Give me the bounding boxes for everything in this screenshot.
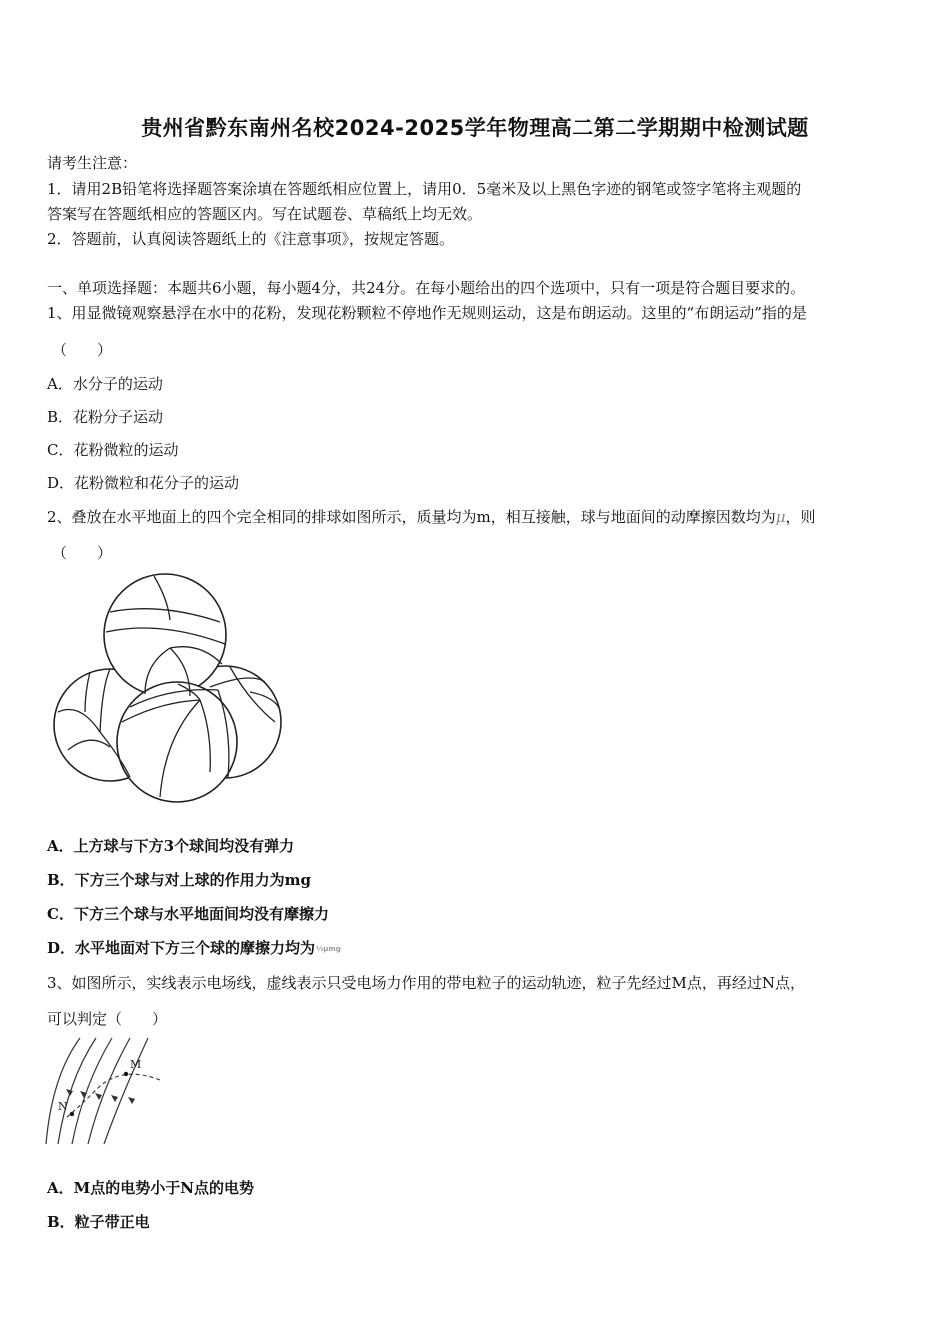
q2-stem: 2、叠放在水平地面上的四个完全相同的排球如图所示，质量均为m，相互接触，球与地面间的动摩擦因数均为 [47,508,776,526]
q2-stem-end: ，则 [785,508,816,526]
q1-option-c: C．花粉微粒的运动 [47,441,179,459]
q3-stem-2: 可以判定（ ） [47,1010,168,1028]
notice-item-1-cont: 答案写在答题纸相应的答题区内。写在试题卷、草稿纸上均无效。 [47,205,483,223]
q1-option-a: A．水分子的运动 [47,375,163,393]
q2-stem-line [47,506,816,527]
q3-option-b: B．粒子带正电 [47,1213,150,1231]
volleyball-top [104,574,226,696]
q3-option-a: A．M点的电势小于N点的电势 [47,1179,254,1197]
electric-field-figure [44,1036,166,1148]
q2-option-b: B．下方三个球与对上球的作用力为mg [47,871,312,889]
point-n [70,1112,74,1116]
field-line [104,1038,148,1144]
label-m: M [130,1058,142,1071]
q2-option-c: C．下方三个球与水平地面间均没有摩擦力 [47,905,329,923]
q2-option-d-line [47,937,341,958]
notice-heading: 请考生注意： [47,154,138,172]
section-heading: 一、单项选择题：本题共6小题，每小题4分，共24分。在每小题给出的四个选项中，只有一项是符合题目要求的。 [47,279,806,297]
volleyball-figure [50,572,286,810]
field-line [46,1038,80,1144]
label-n: N [58,1100,68,1113]
mu-symbol: μ [775,508,786,526]
q1-blank: （ ） [52,341,113,359]
notice-item-2: 2．答题前，认真阅读答题纸上的《注意事项》，按规定答题。 [47,230,455,248]
q1-stem: 1、用显微镜观察悬浮在水中的花粉，发现花粉颗粒不停地作无规则运动，这是布朗运动。这里的“布朗运动”指的是 [47,304,807,322]
q2-option-d: D．水平地面对下方三个球的摩擦力均为 [47,939,316,957]
field-line [58,1038,96,1144]
page-title: 贵州省黔东南州名校2024-2025学年物理高二第二学期期中检测试题 [141,116,809,140]
point-m [124,1072,128,1076]
volleyball-front [117,682,237,802]
q2-option-a: A．上方球与下方3个球间均没有弹力 [47,837,295,855]
q1-option-b: B．花粉分子运动 [47,408,164,426]
formula-image: ⅓μmg [316,945,341,953]
q2-blank: （ ） [52,544,113,562]
q1-option-d: D．花粉微粒和花分子的运动 [47,474,240,492]
q3-stem: 3、如图所示，实线表示电场线，虚线表示只受电场力作用的带电粒子的运动轨迹，粒子先经过M点，再经过N点， [47,974,806,992]
notice-item-1: 1．请用2B铅笔将选择题答案涂填在答题纸相应位置上，请用0．5毫米及以上黑色字迹的钢笔或签字笔将主观题的 [47,180,802,198]
